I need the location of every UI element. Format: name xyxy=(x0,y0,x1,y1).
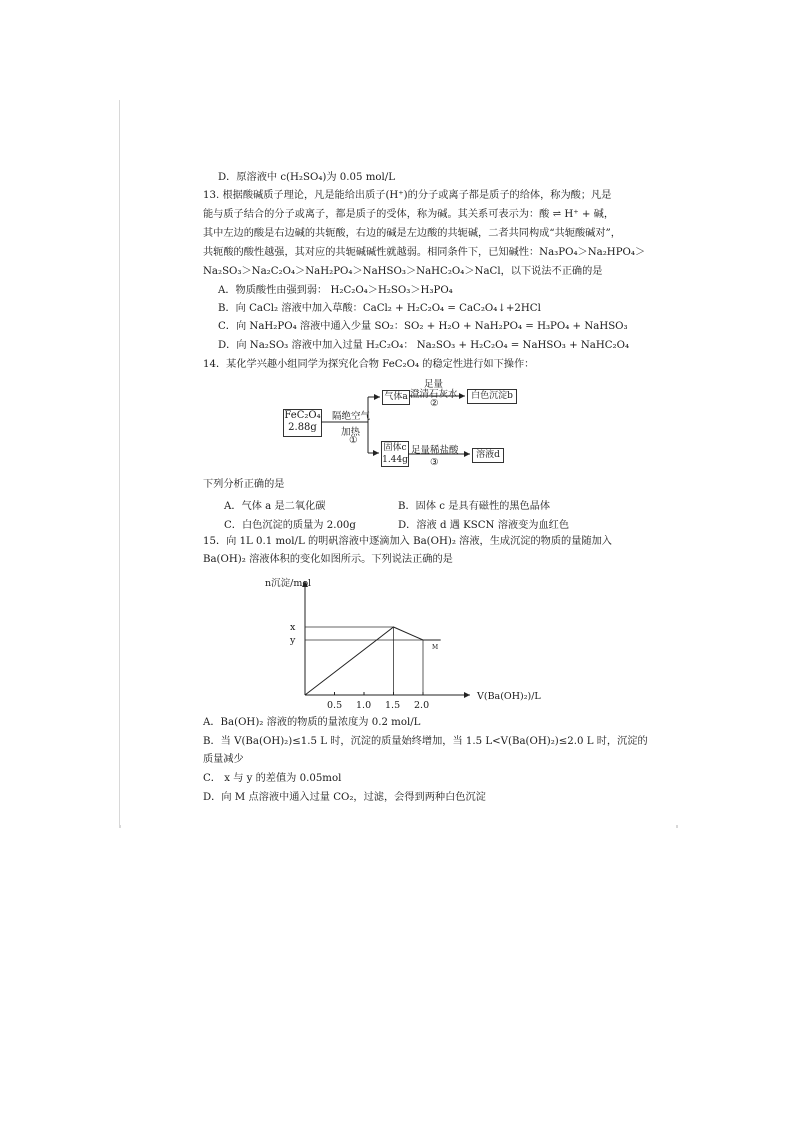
q13-stem-line: 13. 根据酸碱质子理论，凡是能给出质子(H⁺)的分子或离子都是质子的给体，称为酸；凡是 xyxy=(203,190,612,201)
chart-point-label: M xyxy=(432,644,439,651)
step2-condition-1: 足量 xyxy=(424,379,444,390)
q13-option-c: C．向 NaH₂PO₄ 溶液中通入少量 SO₂：SO₂ + H₂O + NaH₂PO₄ = H₃PO₄ + NaHSO₃ xyxy=(218,321,628,332)
step2-number: ② xyxy=(430,398,439,409)
solid-name: 固体c xyxy=(383,443,407,453)
start-mass: 2.88g xyxy=(288,422,317,433)
step1-condition-bottom: 加热 xyxy=(341,427,361,438)
chart-y-tick-label: y xyxy=(290,635,296,646)
q14-option-c: C．白色沉淀的质量为 2.00g xyxy=(224,520,356,531)
q15-chart xyxy=(305,581,470,695)
q12-option-d: D．原溶液中 c(H₂SO₄)为 0.05 mol/L xyxy=(218,172,395,183)
q15-option-b: B．当 V(Ba(OH)₂)≤1.5 L 时，沉淀的质量始终增加，当 1.5 L<V(Ba(OH)₂)≤2.0 L 时，沉淀的 xyxy=(203,736,648,747)
chart-x-tick-label: 1.5 xyxy=(385,700,401,711)
chart-x-tick-label: 0.5 xyxy=(327,700,343,711)
chart-x-axis-label: V(Ba(OH)₂)/L xyxy=(477,691,541,702)
step1-number: ① xyxy=(349,435,358,446)
q13-option-b: B．向 CaCl₂ 溶液中加入草酸：CaCl₂ + H₂C₂O₄ = CaC₂O₄↓+2HCl xyxy=(218,303,541,314)
q13-stem-line: 能与质子结合的分子或离子，都是质子的受体，称为碱。其关系可表示为：酸 ⇌ H⁺ + 碱， xyxy=(203,209,615,220)
white-precipitate-b-box: 白色沉淀b xyxy=(467,389,517,404)
q15-option-d: D．向 M 点溶液中通入过量 CO₂，过滤，会得到两种白色沉淀 xyxy=(203,792,486,803)
chart-y-tick-label: x xyxy=(290,622,296,633)
solid-mass: 1.44g xyxy=(382,455,408,465)
q15-stem-line: 15．向 1L 0.1 mol/L 的明矾溶液中逐滴加入 Ba(OH)₂ 溶液，生成沉淀的物质的量随加入 xyxy=(203,536,612,547)
chart-y-axis-label: n沉淀/mol xyxy=(265,578,312,589)
q13-stem-line: Na₂SO₃＞Na₂C₂O₄＞NaH₂PO₄＞NaHSO₃＞NaHC₂O₄＞NaCl，以下说法不正确的是 xyxy=(203,266,603,277)
chart-x-tick-label: 2.0 xyxy=(414,700,430,711)
step1-condition-top: 隔绝空气 xyxy=(332,411,371,422)
q15-stem-line: Ba(OH)₂ 溶液体积的变化如图所示。下列说法正确的是 xyxy=(203,554,453,565)
q13-stem-line: 其中左边的酸是右边碱的共轭酸，右边的碱是左边酸的共轭碱，二者共同构成“共轭酸碱对”， xyxy=(203,228,621,239)
start-formula: FeC₂O₄ xyxy=(284,410,321,421)
chart-x-tick-label: 1.0 xyxy=(356,700,372,711)
q14-prompt: 下列分析正确的是 xyxy=(203,479,285,490)
solution-d-box: 溶液d xyxy=(472,448,504,463)
q13-stem-line: 共轭酸的酸性越强，其对应的共轭碱碱性就越弱。相同条件下，已知碱性：Na₃PO₄＞Na₂HPO₄＞ xyxy=(203,247,646,258)
step2-condition-2: 澄清石灰水 xyxy=(410,389,458,400)
q15-option-c: C． x 与 y 的差值为 0.05mol xyxy=(203,773,342,784)
q14-stem: 14．某化学兴趣小组同学为探究化合物 FeC₂O₄ 的稳定性进行如下操作： xyxy=(203,359,535,370)
q14-option-a: A．气体 a 是二氧化碳 xyxy=(224,501,326,512)
q13-option-a: A．物质酸性由强到弱： H₂C₂O₄＞H₂SO₃＞H₃PO₄ xyxy=(218,285,453,296)
q15-option-a: A．Ba(OH)₂ 溶液的物质的量浓度为 0.2 mol/L xyxy=(203,717,421,728)
q14-option-b: B．固体 c 是具有磁性的黑色晶体 xyxy=(398,501,551,512)
q14-arrows xyxy=(321,396,470,454)
step3-number: ③ xyxy=(430,457,439,468)
step3-condition: 足量稀盐酸 xyxy=(411,445,459,456)
q13-option-d: D．向 Na₂SO₃ 溶液中加入过量 H₂C₂O₄： Na₂SO₃ + H₂C₂O₄ = NaHSO₃ + NaHC₂O₄ xyxy=(218,340,630,351)
gas-a-box: 气体a xyxy=(382,390,410,405)
q15-option-b-cont: 质量减少 xyxy=(203,754,244,765)
q14-option-d: D．溶液 d 遇 KSCN 溶液变为血红色 xyxy=(398,520,570,531)
chart-series-line xyxy=(305,627,441,695)
